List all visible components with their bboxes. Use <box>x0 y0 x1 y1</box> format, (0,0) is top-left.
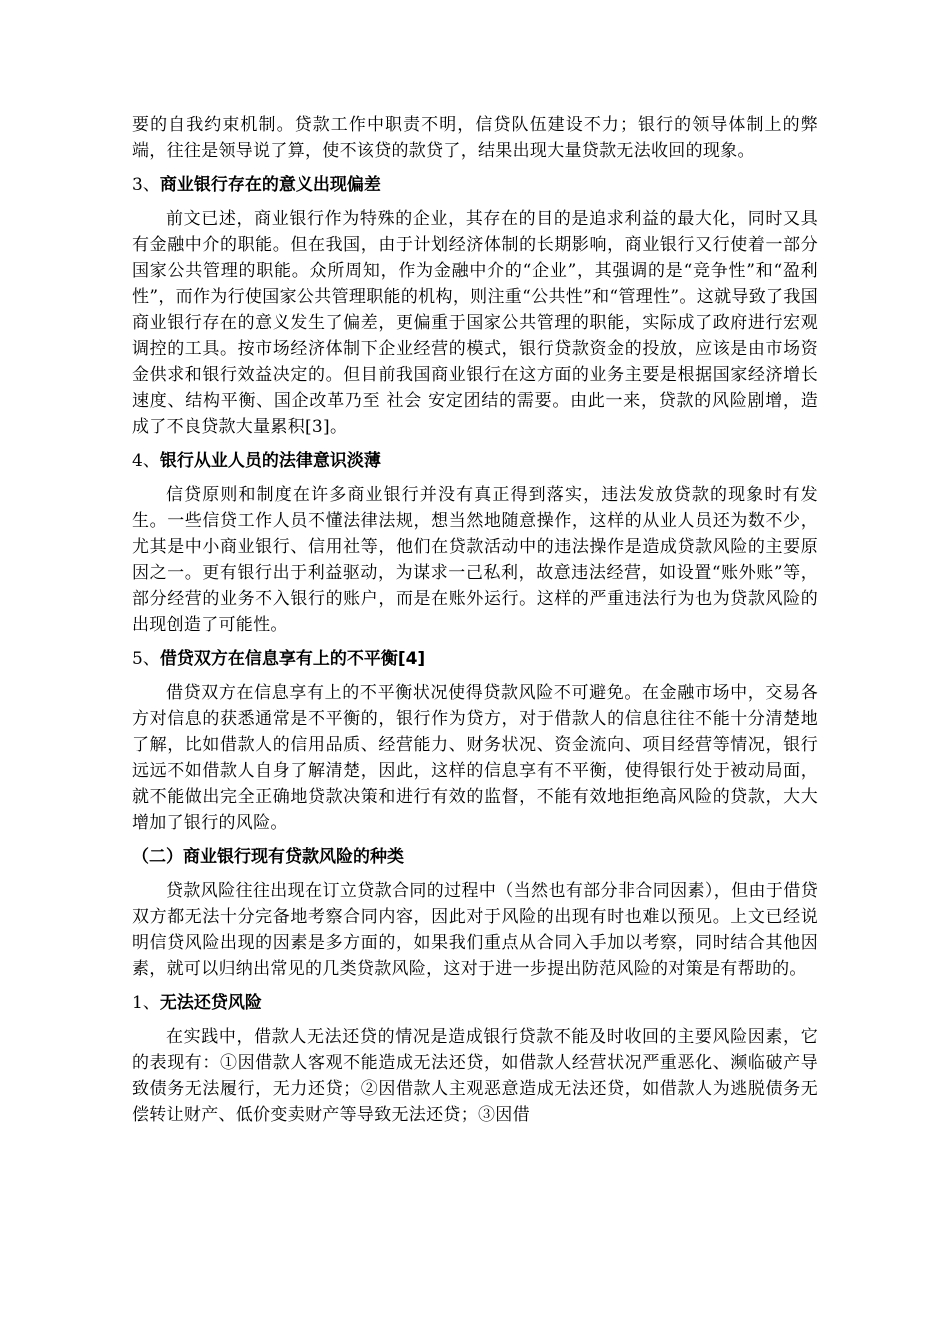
section-heading-1 <box>132 990 818 1016</box>
heading-text: 无法还贷风险 <box>159 993 262 1013</box>
document-page <box>132 112 818 1128</box>
section-heading-5 <box>132 646 818 672</box>
paragraph-section-3: 前文已述，商业银行作为特殊的企业，其存在的目的是追求利益的最大化，同时又具有金融中介的职能。但在我国，由于计划经济体制的长期影响，商业银行又行使着一部分国家公共管理的职能。众所周知，作为金融中介的“企业”，其强调的是“竞争性”和“盈利性”，而作为行使国家公共管理职能的机构，则注重“公共性”和“管理性”。这就导致了我国商业银行存在的意义发生了偏差，更偏重于国家公共管理的职能，实际成了政府进行宏观调控的工具。按市场经济体制下企业经营的模式，银行贷款资金的投放，应该是由市场资金供求和银行效益决定的。但目前我国商业银行在这方面的业务主要是根据国家经济增长速度、结构平衡、国企改革乃至 社会 安定团结的需要。由此一来，贷款的风险剧增，造成了不良贷款大量累积[3]。 <box>132 209 818 437</box>
heading-number: 3、 <box>132 175 160 195</box>
paragraph-part-2: 贷款风险往往出现在订立贷款合同的过程中（当然也有部分非合同因素），但由于借贷双方都无法十分完备地考察合同内容，因此对于风险的出现有时也难以预见。上文已经说明信贷风险出现的因素是多方面的，如果我们重点从合同入手加以考察，同时结合其他因素，就可以归纳出常见的几类贷款风险，这对于进一步提出防范风险的对策是有帮助的。 <box>132 881 818 979</box>
paragraph-section-4: 信贷原则和制度在许多商业银行并没有真正得到落实，违法发放贷款的现象时有发生。一些信贷工作人员不懂法律法规，想当然地随意操作，这样的从业人员还为数不少，尤其是中小商业银行、信用社等，他们在贷款活动中的违法操作是造成贷款风险的主要原因之一。更有银行出于利益驱动，为谋求一己私利，故意违法经营，如设置“账外账”等，部分经营的业务不入银行的账户，而是在账外运行。这样的严重违法行为也为贷款风险的出现创造了可能性。 <box>132 485 818 635</box>
section-heading-3 <box>132 172 818 198</box>
paragraph-continued: 要的自我约束机制。贷款工作中职责不明，信贷队伍建设不力；银行的领导体制上的弊端，往往是领导说了算，使不该贷的款贷了，结果出现大量贷款无法收回的现象。 <box>132 115 818 161</box>
paragraph-section-5: 借贷双方在信息享有上的不平衡状况使得贷款风险不可避免。在金融市场中，交易各方对信息的获悉通常是不平衡的，银行作为贷方，对于借款人的信息往往不能十分清楚地了解，比如借款人的信用品质、经营能力、财务状况、资金流向、项目经营等情况，银行远远不如借款人自身了解清楚，因此，这样的信息享有不平衡，使得银行处于被动局面，就不能做出完全正确地贷款决策和进行有效的监督，不能有效地拒绝高风险的贷款，大大增加了银行的风险。 <box>132 683 818 833</box>
heading-text: 银行从业人员的法律意识淡薄 <box>159 451 381 471</box>
section-heading-part-2: （二）商业银行现有贷款风险的种类 <box>132 847 404 867</box>
section-heading-4 <box>132 448 818 474</box>
heading-number: 1、 <box>132 993 160 1013</box>
heading-number: 5、 <box>132 649 160 669</box>
heading-text: 借贷双方在信息享有上的不平衡[4] <box>159 649 426 669</box>
heading-text: 商业银行存在的意义出现偏差 <box>159 175 381 195</box>
paragraph-section-1: 在实践中，借款人无法还贷的情况是造成银行贷款不能及时收回的主要风险因素，它的表现有：①因借款人客观不能造成无法还贷，如借款人经营状况严重恶化、濒临破产导致债务无法履行，无力还贷；②因借款人主观恶意造成无法还贷，如借款人为逃脱债务无偿转让财产、低价变卖财产等导致无法还贷；③因借 <box>132 1027 818 1125</box>
heading-number: 4、 <box>132 451 160 471</box>
